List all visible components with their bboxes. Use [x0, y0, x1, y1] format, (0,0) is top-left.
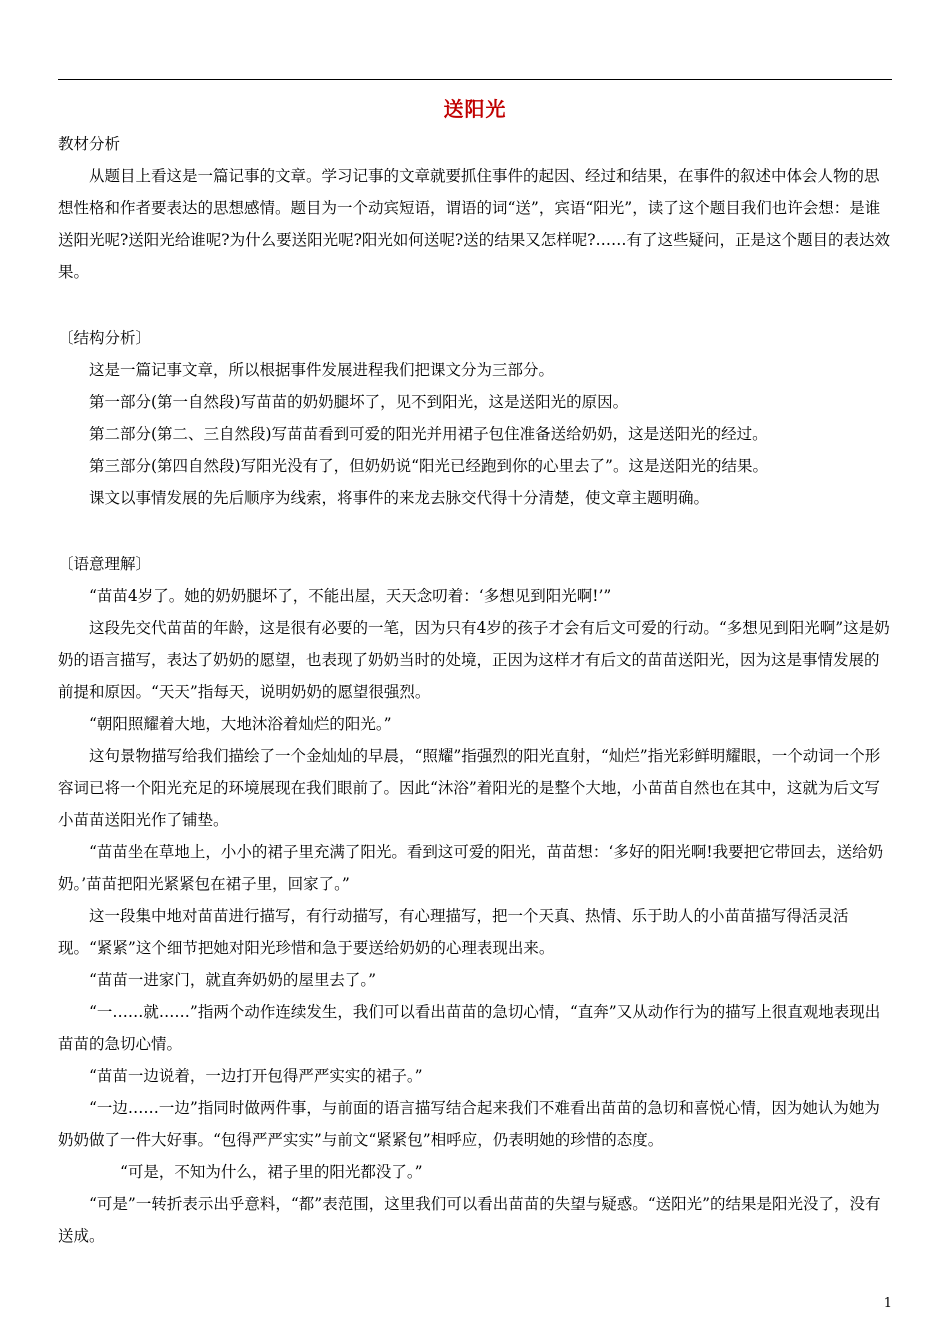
paragraph: 第二部分(第二、三自然段)写苗苗看到可爱的阳光并用裙子包住准备送给奶奶，这是送阳光的经过。 — [89, 425, 768, 443]
paragraph: “可是”一转折表示出乎意料，“都”表范围，这里我们可以看出苗苗的失望与疑惑。“送阳光”的结果是阳光没了，没有送成。 — [58, 1195, 881, 1245]
document-body — [58, 128, 892, 1252]
quote-paragraph: “可是，不知为什么，裙子里的阳光都没了。” — [120, 1163, 423, 1181]
paragraph: 这是一篇记事文章，所以根据事件发展进程我们把课文分为三部分。 — [89, 361, 555, 379]
quote-paragraph: “苗苗坐在草地上，小小的裙子里充满了阳光。看到这可爱的阳光，苗苗想：‘多好的阳光啊!我要把它带回去，送给奶奶。’苗苗把阳光紧紧包在裙子里，回家了。” — [58, 843, 884, 893]
quote-paragraph: “朝阳照耀着大地，大地沐浴着灿烂的阳光。” — [89, 715, 392, 733]
section-heading-structure: 〔结构分析〕 — [58, 329, 152, 347]
paragraph: 这一段集中地对苗苗进行描写，有行动描写，有心理描写，把一个天真、热情、乐于助人的小苗苗描写得活灵活现。“紧紧”这个细节把她对阳光珍惜和急于要送给奶奶的心理表现出来。 — [58, 907, 849, 957]
paragraph: 第三部分(第四自然段)写阳光没有了，但奶奶说“阳光已经跑到你的心里去了”。这是送阳光的结果。 — [89, 457, 768, 475]
page-title: 送阳光 — [443, 97, 507, 121]
section-heading-meaning: 〔语意理解〕 — [58, 555, 152, 573]
spacer — [58, 288, 892, 322]
page-number: 1 — [883, 1296, 892, 1311]
quote-paragraph: “苗苗一进家门，就直奔奶奶的屋里去了。” — [89, 971, 377, 989]
quote-paragraph: “苗苗一边说着，一边打开包得严严实实的裙子。” — [89, 1067, 423, 1085]
paragraph: “一边……一边”指同时做两件事，与前面的语言描写结合起来我们不难看出苗苗的急切和喜悦心情，因为她认为她为奶奶做了一件大好事。“包得严严实实”与前文“紧紧包”相呼应，仍表明她的珍惜的态度。 — [58, 1099, 880, 1149]
spacer — [58, 514, 892, 548]
paragraph: 这句景物描写给我们描绘了一个金灿灿的早晨，“照耀”指强烈的阳光直射，“灿烂”指光彩鲜明耀眼，一个动词一个形容词已将一个阳光充足的环境展现在我们眼前了。因此“沐浴”着阳光的是整个大地，小苗苗自然也在其中，这就为后文写小苗苗送阳光作了铺垫。 — [58, 747, 881, 829]
paragraph: 第一部分(第一自然段)写苗苗的奶奶腿坏了，见不到阳光，这是送阳光的原因。 — [89, 393, 629, 411]
quote-paragraph: “苗苗4岁了。她的奶奶腿坏了，不能出屋，天天念叨着：‘多想见到阳光啊!’” — [89, 587, 612, 605]
top-rule — [58, 79, 892, 80]
paragraph: 课文以事情发展的先后顺序为线索，将事件的来龙去脉交代得十分清楚，使文章主题明确。 — [89, 489, 710, 507]
paragraph: “一……就……”指两个动作连续发生，我们可以看出苗苗的急切心情，“直奔”又从动作行为的描写上很直观地表现出苗苗的急切心情。 — [58, 1003, 881, 1053]
paragraph: 这段先交代苗苗的年龄，这是很有必要的一笔，因为只有4岁的孩子才会有后文可爱的行动。“多想见到阳光啊”这是奶奶的语言描写，表达了奶奶的愿望，也表现了奶奶当时的处境，正因为这样才有后文的苗苗送阳光，因为这是事情发展的前提和原因。“天天”指每天，说明奶奶的愿望很强烈。 — [58, 619, 890, 701]
section-heading-analysis: 教材分析 — [58, 135, 121, 153]
paragraph: 从题目上看这是一篇记事的文章。学习记事的文章就要抓住事件的起因、经过和结果，在事件的叙述中体会人物的思想性格和作者要表达的思想感情。题目为一个动宾短语，谓语的词“送”，宾语“阳光”，读了这个题目我们也许会想：是谁送阳光呢?送阳光给谁呢?为什么要送阳光呢?阳光如何送呢?送的结果又怎样呢?……有了这些疑问，正是这个题目的表达效果。 — [58, 167, 891, 281]
